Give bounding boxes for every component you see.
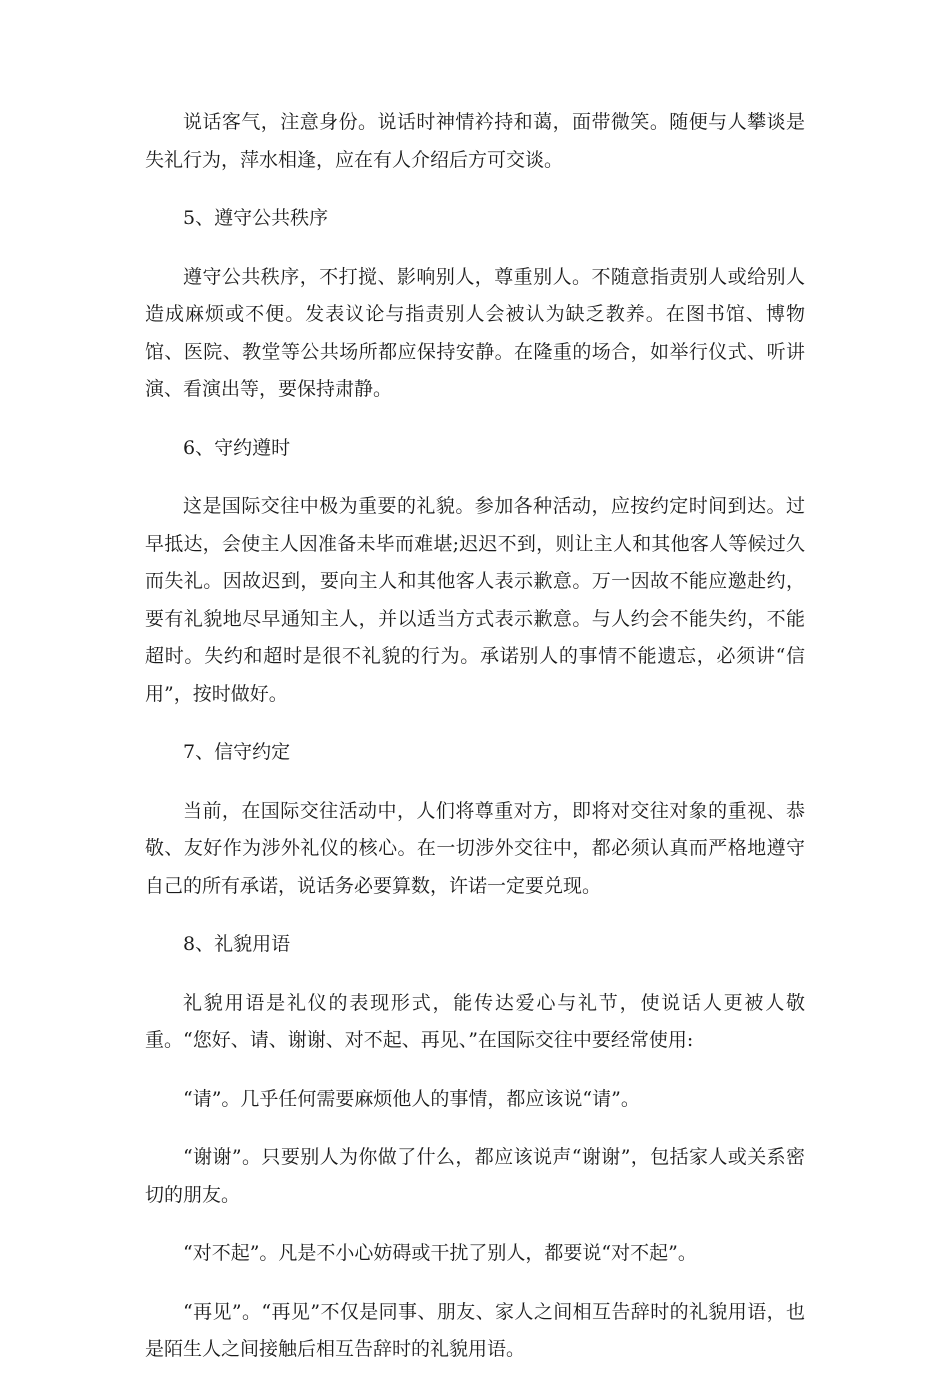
heading-polite-language: 8、礼貌用语 bbox=[183, 933, 291, 955]
paragraph-please: “请”。几乎任何需要麻烦他人的事情，都应该说“请”。 bbox=[183, 1087, 640, 1110]
paragraph-sorry: “对不起”。凡是不小心妨碍或干扰了别人，都要说“对不起”。 bbox=[183, 1242, 697, 1264]
document-body bbox=[145, 104, 805, 1390]
paragraph-polite-language: 礼貌用语是礼仪的表现形式，能传达爱心与礼节，使说话人更被人敬重。“您好、请、谢谢、对不起、再见、”在国际交往中要经常使用: bbox=[145, 991, 805, 1051]
paragraph-keep-promises: 当前，在国际交往活动中，人们将尊重对方，即将对交往对象的重视、恭敬、友好作为涉外礼仪的核心。在一切涉外交往中，都必须认真而严格地遵守自己的所有承诺，说话务必要算数，许诺一定要兑现。 bbox=[145, 799, 805, 897]
heading-punctuality: 6、守约遵时 bbox=[183, 436, 291, 459]
paragraph-public-order: 遵守公共秩序，不打搅、影响别人，尊重别人。不随意指责别人或给别人造成麻烦或不便。发表议论与指责别人会被认为缺乏教养。在图书馆、博物馆、医院、教堂等公共场所都应保持安静。在隆重的场合，如举行仪式、听讲演、看演出等，要保持肃静。 bbox=[145, 265, 805, 400]
paragraph-punctuality: 这是国际交往中极为重要的礼貌。参加各种活动，应按约定时间到达。过早抵达，会使主人因准备未毕而难堪;迟迟不到，则让主人和其他客人等候过久而失礼。因故迟到，要向主人和其他客人表示歉意。万一因故不能应邀赴约，要有礼貌地尽早通知主人，并以适当方式表示歉意。与人约会不能失约，不能超时。失约和超时是很不礼貌的行为。承诺别人的事情不能遗忘，必须讲“信用”，按时做好。 bbox=[145, 495, 805, 705]
paragraph-thank-you: “谢谢”。只要别人为你做了什么，都应该说声“谢谢”，包括家人或关系密切的朋友。 bbox=[145, 1146, 805, 1206]
heading-keep-promises: 7、信守约定 bbox=[183, 741, 291, 763]
paragraph-goodbye: “再见”。“再见”不仅是同事、朋友、家人之间相互告辞时的礼貌用语，也是陌生人之间接触后相互告辞时的礼貌用语。 bbox=[145, 1300, 805, 1360]
paragraph-speech-etiquette: 说话客气，注意身份。说话时神情衿持和蔼，面带微笑。随便与人攀谈是失礼行为，萍水相逢，应在有人介绍后方可交谈。 bbox=[145, 111, 805, 171]
heading-public-order: 5、遵守公共秩序 bbox=[183, 207, 329, 229]
